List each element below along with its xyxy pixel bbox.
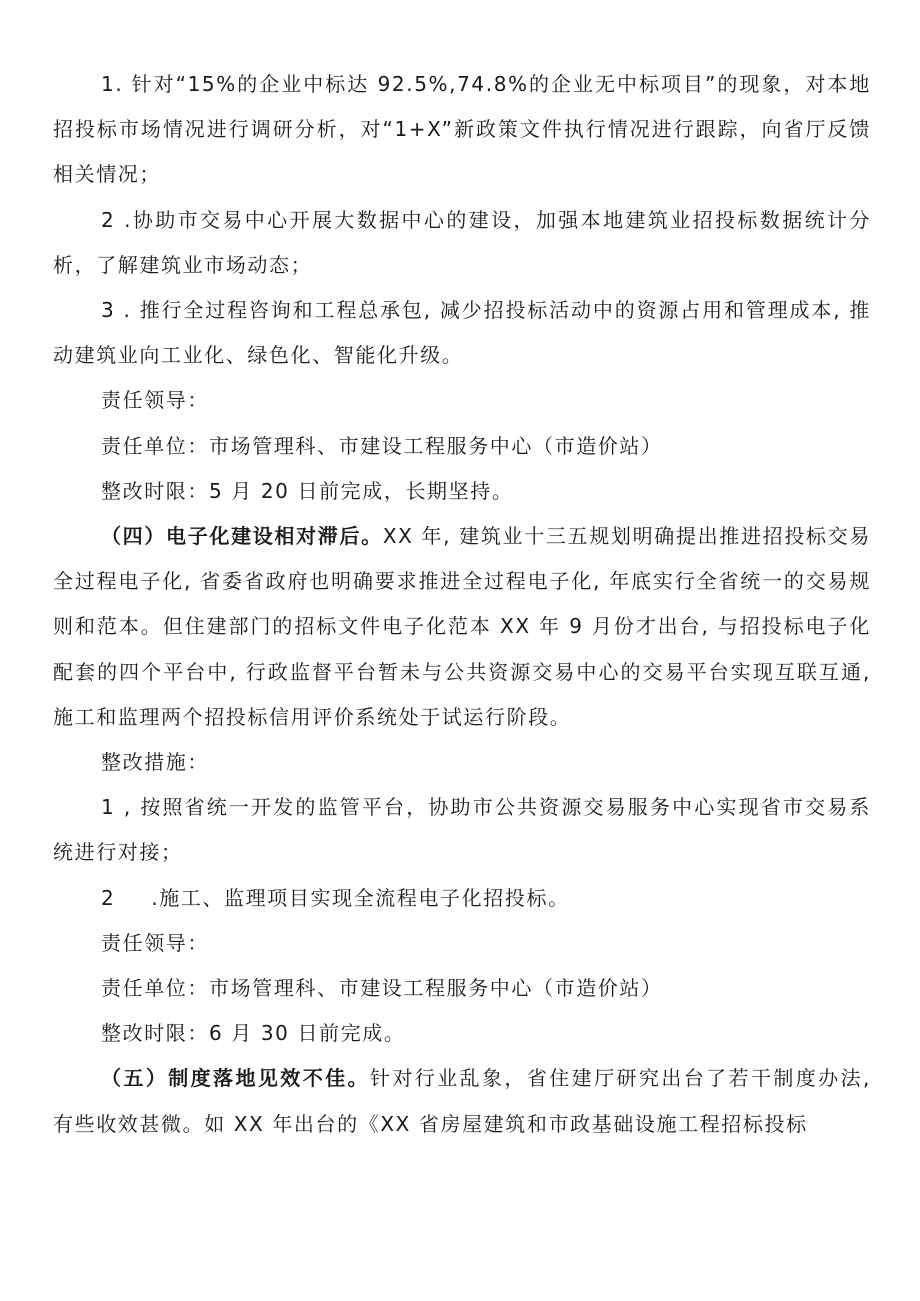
section-4-heading: （四）电子化建设相对滞后。 [101, 524, 383, 549]
section-4-body: XX 年, 建筑业十三五规划明确提出推进招投标交易全过程电子化, 省委省政府也明确要求推进全过程电子化, 年底实行全省统一的交易规则和范本。但住建部门的招标文件电子化范本 XX 年 9 月份才出台, 与招投标电子化配套的四个平台中, 行政监督平台暂未与公共资源交易中心的交易平台实现互联互通, 施工和监理两个招投标信用评价系统处于试运行阶段。 [53, 524, 871, 729]
section-5-heading: （五）制度落地见效不佳。 [101, 1066, 370, 1091]
measure-item-2-number: 2 [101, 885, 116, 910]
measure-item-3: 3 . 推行全过程咨询和工程总承包, 减少招投标活动中的资源占用和管理成本, 推动建筑业向工业化、绿色化、智能化升级。 [53, 298, 871, 368]
responsible-leader: 责任领导： [101, 388, 209, 413]
section-4-paragraph [53, 514, 871, 740]
measure-item-1: 1 , 按照省统一开发的监管平台，协助市公共资源交易服务中心实现省市交易系统进行对接； [53, 795, 871, 865]
responsible-unit: 责任单位：市场管理科、市建设工程服务中心（市造价站） [101, 976, 663, 1001]
measure-item-2-text: .施工、监理项目实现全流程电子化招投标。 [151, 885, 570, 910]
document-page [53, 62, 871, 1147]
rectification-measures-label: 整改措施： [101, 750, 209, 775]
section-5-paragraph [53, 1056, 871, 1146]
responsible-unit: 责任单位：市场管理科、市建设工程服务中心（市造价站） [101, 433, 663, 458]
measure-item-1: 1. 针对“15%的企业中标达 92.5%,74.8%的企业无中标项目”的现象，对本地招投标市场情况进行调研分析，对“1+X”新政策文件执行情况进行跟踪，向省厅反馈相关情况； [53, 72, 871, 187]
section-5-body: 针对行业乱象，省住建厅研究出台了若干制度办法, 有些收效甚微。如 XX 年出台的《XX 省房屋建筑和市政基础设施工程招标投标 [53, 1066, 871, 1136]
measure-item-2 [53, 876, 871, 921]
measure-item-2: 2 .协助市交易中心开展大数据中心的建设，加强本地建筑业招投标数据统计分析，了解建筑业市场动态； [53, 207, 871, 277]
responsible-leader: 责任领导： [101, 930, 209, 955]
rectification-deadline: 整改时限：6 月 30 日前完成。 [101, 1021, 406, 1046]
rectification-deadline: 整改时限：5 月 20 日前完成，长期坚持。 [101, 478, 514, 503]
